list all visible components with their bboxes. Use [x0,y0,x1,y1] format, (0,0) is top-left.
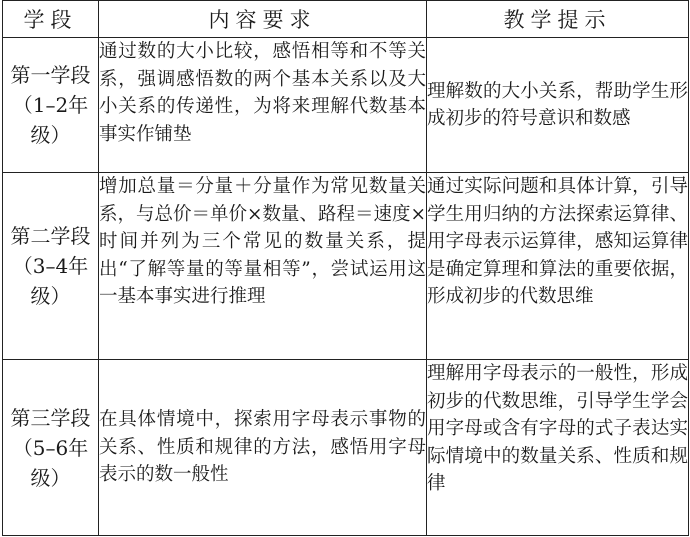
hint-cell: 理解数的大小关系，帮助学生形成初步的符号意识和数感 [427,38,689,173]
stage-cell: 第三学段（5–6年级） [3,360,99,536]
content-cell: 增加总量＝分量＋分量作为常见数量关系，与总价＝单价×数量、路程＝速度×时间并列为三个常见的数量关系，提出“了解等量的等量相等”，尝试运用这一基本事实进行推理 [99,173,427,360]
table-row [3,360,689,536]
table-row [3,38,689,173]
header-stage: 学段 [3,1,99,38]
header-hint: 教学提示 [427,1,689,38]
curriculum-table [2,0,689,536]
header-content: 内容要求 [99,1,427,38]
stage-cell: 第二学段（3–4年级） [3,173,99,360]
table-row [3,173,689,360]
stage-cell: 第一学段（1–2年级） [3,38,99,173]
hint-cell: 通过实际问题和具体计算，引导学生用归纳的方法探索运算律、用字母表示运算律，感知运算律是确定算理和算法的重要依据，形成初步的代数思维 [427,173,689,360]
hint-cell: 理解用字母表示的一般性，形成初步的代数思维，引导学生学会用字母或含有字母的式子表达实际情境中的数量关系、性质和规律 [427,360,689,536]
content-cell: 通过数的大小比较，感悟相等和不等关系，强调感悟数的两个基本关系以及大小关系的传递性，为将来理解代数基本事实作铺垫 [99,38,427,173]
header-row [3,1,689,38]
content-cell: 在具体情境中，探索用字母表示事物的关系、性质和规律的方法，感悟用字母表示的数一般性 [99,360,427,536]
